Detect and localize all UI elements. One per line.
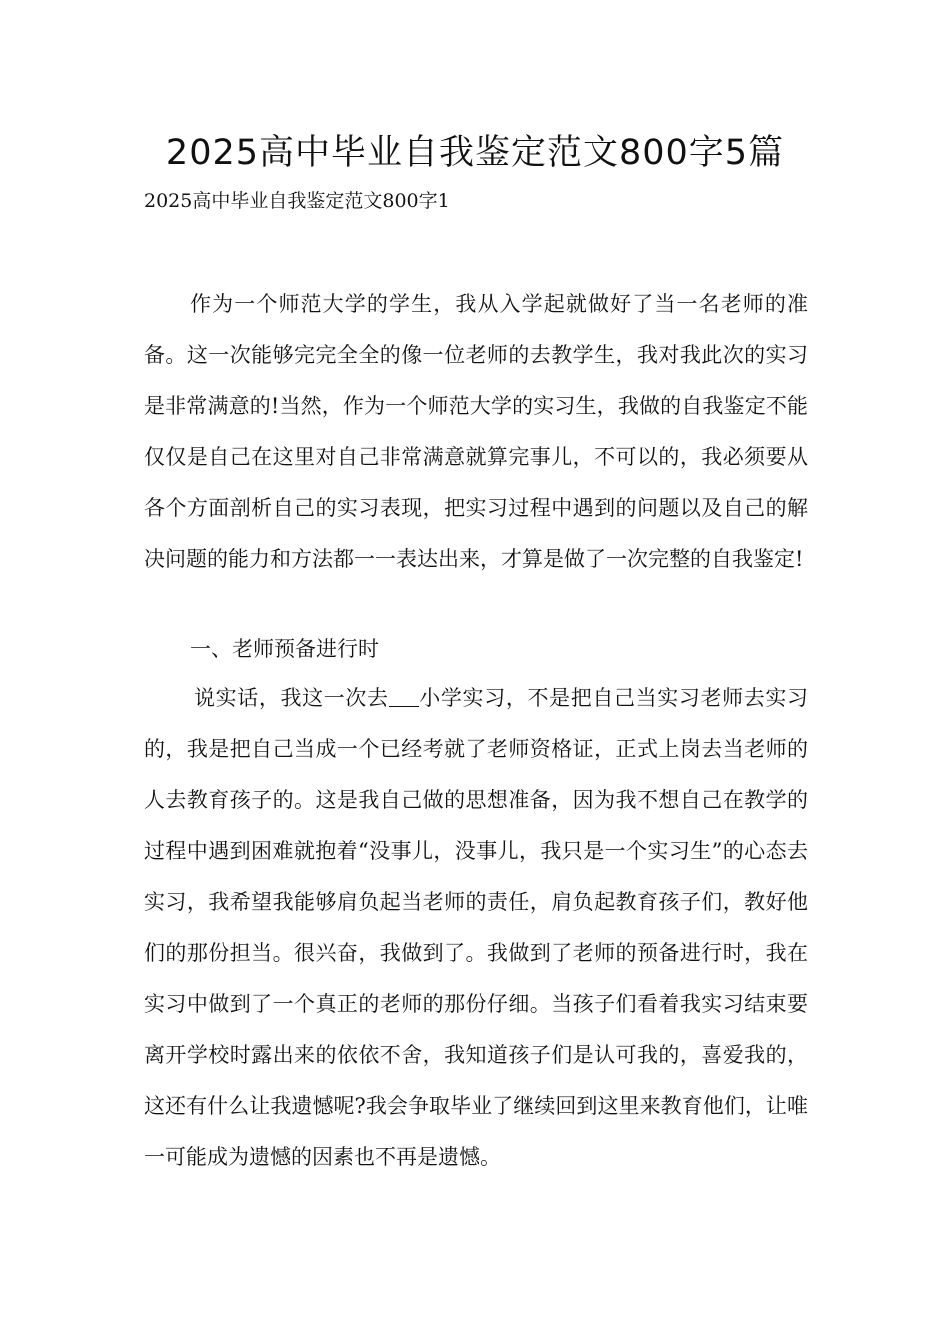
paragraph-1: 作为一个师范大学的学生，我从入学起就做好了当一名老师的准备。这一次能够完完全全的像一位老师的去教学生，我对我此次的实习是非常满意的!当然，作为一个师范大学的实习生，我做的自我鉴定不能仅仅是自己在这里对自己非常满意就算完事儿，不可以的，我必须要从各个方面剖析自己的实习表现，把实习过程中遇到的问题以及自己的解决问题的能力和方法都一一表达出来，才算是做了一次完整的自我鉴定! <box>144 292 808 571</box>
paragraph-2 <box>144 673 808 1183</box>
document-title: 2025高中毕业自我鉴定范文800字5篇 <box>165 133 785 173</box>
section-heading-1: 一、老师预备进行时 <box>190 637 379 661</box>
paragraph-2-rest: 小学实习，不是把自己当实习老师去实习的，我是把自己当成一个已经考就了老师资格证，正式上岗去当老师的人去教育孩子的。这是我自己做的思想准备，因为我不想自己在教学的过程中遇到困难就抱着“没事儿，没事儿，我只是一个实习生”的心态去实习，我希望我能够肩负起当老师的责任，肩负起教育孩子们，教好他们的那份担当。很兴奋，我做到了。我做到了老师的预备进行时，我在实习中做到了一个真正的老师的那份仔细。当孩子们看着我实习结束要离开学校时露出来的依依不舍，我知道孩子们是认可我的，喜爱我的，这还有什么让我遗憾呢?我会争取毕业了继续回到这里来教育他们，让唯一可能成为遗憾的因素也不再是遗憾。 <box>144 686 809 1169</box>
document-subtitle: 2025高中毕业自我鉴定范文800字1 <box>144 190 450 212</box>
paragraph-2-start: 说实话，我这一次去 <box>194 686 389 710</box>
fill-in-blank <box>389 688 419 707</box>
